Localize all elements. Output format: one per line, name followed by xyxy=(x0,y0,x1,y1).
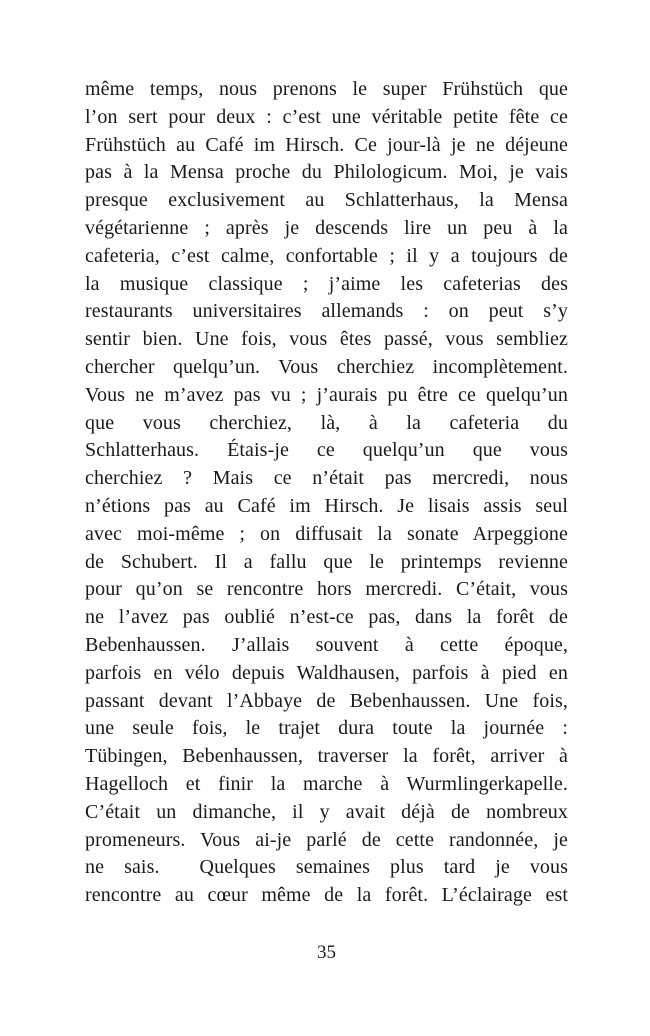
text-line: pas à la Mensa proche du Philologicum. Moi, je vais xyxy=(85,161,568,184)
text-line: presque exclusivement au Schlatterhaus, la Mensa xyxy=(85,189,568,212)
text-line: que vous cherchiez, là, à la cafeteria du xyxy=(85,411,568,434)
text-line: n’étions pas au Café im Hirsch. Je lisais assis seul xyxy=(85,494,568,517)
text-line: ne sais. Quelques semaines plus tard je vous xyxy=(85,856,568,879)
text-line: parfois en vélo depuis Waldhausen, parfois à pied en xyxy=(85,661,568,684)
text-line: ne l’avez pas oublié n’est-ce pas, dans la forêt de xyxy=(85,606,568,629)
text-line: passant devant l’Abbaye de Bebenhaussen. Une fois, xyxy=(85,689,568,712)
text-line: végétarienne ; après je descends lire un peu à la xyxy=(85,216,568,239)
text-line: l’on sert pour deux : c’est une véritable petite fête ce xyxy=(85,105,568,128)
text-line: Tübingen, Bebenhaussen, traverser la forêt, arriver à xyxy=(85,745,568,768)
text-line: cafeteria, c’est calme, confortable ; il y a toujours de xyxy=(85,244,568,267)
text-line: Schlatterhaus. Étais-je ce quelqu’un que vous xyxy=(85,439,568,462)
text-line: Vous ne m’avez pas vu ; j’aurais pu être ce quelqu’un xyxy=(85,383,568,406)
text-line: restaurants universitaires allemands : on peut s’y xyxy=(85,300,568,323)
text-line: la musique classique ; j’aime les cafeterias des xyxy=(85,272,568,295)
text-line: promeneurs. Vous ai-je parlé de cette randonnée, je xyxy=(85,828,568,851)
text-line: Hagelloch et finir la marche à Wurmlingerkapelle. xyxy=(85,772,568,795)
page-number: 35 xyxy=(317,942,336,963)
text-line: Bebenhaussen. J’allais souvent à cette époque, xyxy=(85,633,568,656)
text-line: Frühstüch au Café im Hirsch. Ce jour-là je ne déjeune xyxy=(85,133,568,156)
text-line: même temps, nous prenons le super Frühstüch que xyxy=(85,78,568,100)
text-line: avec moi-même ; on diffusait la sonate Arpeggione xyxy=(85,522,568,545)
text-line: C’était un dimanche, il y avait déjà de nombreux xyxy=(85,800,568,823)
text-line: de Schubert. Il a fallu que le printemps revienne xyxy=(85,550,568,573)
text-line: chercher quelqu’un. Vous cherchiez incomplètement. xyxy=(85,355,568,378)
body-text xyxy=(85,76,568,910)
text-line: rencontre au cœur même de la forêt. L’éclairage est xyxy=(85,884,568,907)
text-line: pour qu’on se rencontre hors mercredi. C’était, vous xyxy=(85,578,568,601)
text-line: sentir bien. Une fois, vous êtes passé, vous sembliez xyxy=(85,328,568,351)
text-line: une seule fois, le trajet dura toute la journée : xyxy=(85,717,568,740)
text-line: cherchiez ? Mais ce n’était pas mercredi, nous xyxy=(85,467,568,490)
